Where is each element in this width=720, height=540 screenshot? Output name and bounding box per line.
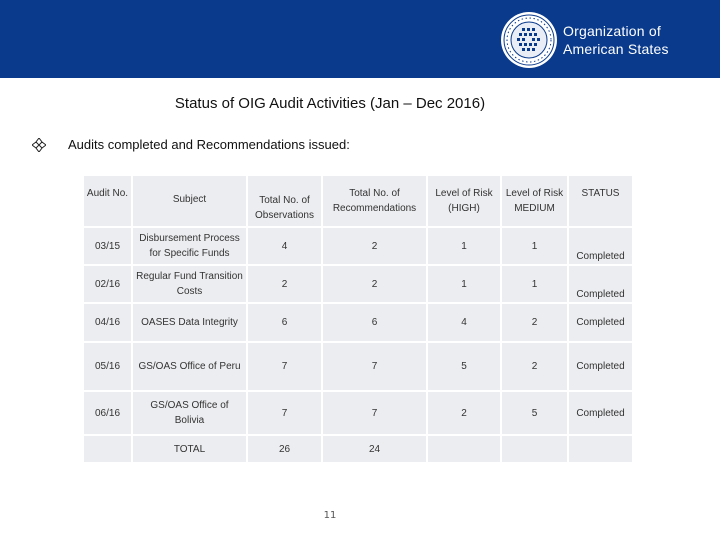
cell-audit-no: 04/16: [84, 304, 131, 341]
cell-risk-high: 5: [428, 343, 500, 390]
header-recommendations: Total No. of Recommendations: [323, 176, 426, 226]
audit-table: [82, 174, 634, 464]
cell-subject: GS/OAS Office of Bolivia: [133, 392, 246, 434]
table-row: [84, 343, 632, 390]
cell-recommendations: 7: [323, 343, 426, 390]
cell-total-empty: [84, 436, 131, 462]
cell-subject: Regular Fund Transition Costs: [133, 266, 246, 302]
cell-audit-no: 03/15: [84, 228, 131, 264]
cell-risk-high: 1: [428, 228, 500, 264]
header-observations-label: Total No. of Observations: [255, 195, 314, 221]
cell-risk-high: 2: [428, 392, 500, 434]
table-row: [84, 228, 632, 264]
cell-status: Completed: [569, 266, 632, 302]
cell-recommendations: 2: [323, 228, 426, 264]
cell-recommendations: 2: [323, 266, 426, 302]
cell-risk-high: 4: [428, 304, 500, 341]
cell-total-observations: 26: [248, 436, 321, 462]
cell-total-empty: [569, 436, 632, 462]
page-number: 11: [323, 510, 337, 521]
org-name: [563, 22, 669, 58]
cell-total-label: TOTAL: [133, 436, 246, 462]
cell-observations: 7: [248, 343, 321, 390]
header-audit-no: Audit No.: [84, 176, 131, 226]
header-subject-label: Subject: [172, 194, 207, 205]
table-total-row: [84, 436, 632, 462]
cell-subject: Disbursement Process for Specific Funds: [133, 228, 246, 264]
section-heading: Audits completed and Recommendations issued:: [68, 137, 350, 152]
cell-status: Completed: [569, 228, 632, 264]
org-name-line2: American States: [563, 41, 669, 57]
cell-total-recommendations: 24: [323, 436, 426, 462]
header-subject: [133, 176, 246, 226]
cell-observations: 6: [248, 304, 321, 341]
cell-risk-high: 1: [428, 266, 500, 302]
header-risk-medium: Level of Risk MEDIUM: [502, 176, 567, 226]
cell-risk-medium: 1: [502, 228, 567, 264]
table-header-row: [84, 176, 632, 226]
section-heading-row: [32, 137, 350, 152]
cell-audit-no: 02/16: [84, 266, 131, 302]
cell-risk-medium: 2: [502, 343, 567, 390]
cell-subject: GS/OAS Office of Peru: [133, 343, 246, 390]
cell-risk-medium: 1: [502, 266, 567, 302]
org-name-line1: Organization of: [563, 23, 661, 39]
diamond-bullet-icon: [32, 138, 46, 152]
header-risk-high: Level of Risk (HIGH): [428, 176, 500, 226]
page-title: Status of OIG Audit Activities (Jan – Dec 2016): [174, 95, 486, 112]
cell-status: Completed: [569, 343, 632, 390]
cell-total-empty: [428, 436, 500, 462]
header-bar: [0, 0, 720, 78]
cell-total-empty: [502, 436, 567, 462]
cell-observations: 2: [248, 266, 321, 302]
cell-status: Completed: [569, 392, 632, 434]
header-status: STATUS: [569, 176, 632, 226]
cell-audit-no: 06/16: [84, 392, 131, 434]
header-observations: [248, 176, 321, 226]
cell-subject: OASES Data Integrity: [133, 304, 246, 341]
cell-observations: 7: [248, 392, 321, 434]
cell-recommendations: 6: [323, 304, 426, 341]
cell-observations: 4: [248, 228, 321, 264]
cell-risk-medium: 2: [502, 304, 567, 341]
cell-audit-no: 05/16: [84, 343, 131, 390]
cell-risk-medium: 5: [502, 392, 567, 434]
cell-status: Completed: [569, 304, 632, 341]
cell-recommendations: 7: [323, 392, 426, 434]
oas-seal-icon: [500, 11, 558, 69]
table-row: [84, 392, 632, 434]
table-row: [84, 266, 632, 302]
table-row: [84, 304, 632, 341]
